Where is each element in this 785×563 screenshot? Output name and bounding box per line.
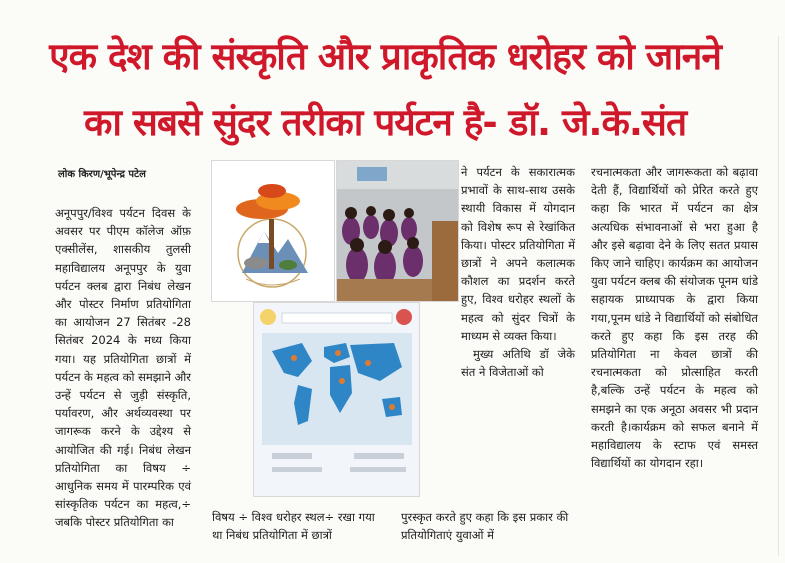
- logo-illustration: [212, 161, 334, 301]
- tourism-club-logo-image: [211, 160, 335, 302]
- headline-line-1: एक देश की संस्कृति और प्राकृतिक धरोहर को जानने: [49, 35, 721, 78]
- classroom-photo: [336, 160, 459, 302]
- world-heritage-poster-image: [253, 302, 420, 497]
- adjacent-article-edge: [778, 36, 785, 556]
- column-1-text: अनूपपुर/विश्व पर्यटन दिवस के अवसर पर पीएम कॉलेज ऑफ़ एक्सीलेंस, शासकीय तुलसी महाविद्यालय अनूपपुर के युवा पर्यटन क्लब द्वारा निबंध लेखन और पोस्टर निर्माण प्रतियोगिता का आयोजन 27 सितंबर -28 सितंबर 2024 के मध्य किया गया। यह प्रतियोगिता छात्रों में पर्यटन के महत्व को समझाने और उन्हें पर्यटन से जुड़ी संस्कृति, पर्यावरण, और अर्थव्यवस्था पर जागरूक करने के उद्देश्य से आयोजित की गई। निबंध लेखन प्रतियोगिता का विषय ÷ आधुनिक समय में पारम्परिक एवं सांस्कृतिक पर्यटन का महत्व,÷ जबकि पोस्टर प्रतियोगिता का: [55, 206, 191, 530]
- column-3-paragraph-1: ने पर्यटन के सकारात्मक प्रभावों के साथ-साथ उसके स्थायी विकास में योगदान को विशेष रूप से रेखांकित किया। पोस्टर प्रतियोगिता में छात्रों ने अपने कलात्मक कौशल का प्रदर्शन करते हुए, विश्व धरोहर स्थलों के महत्व को सुंदर चित्रों के माध्यम से व्यक्त किया।: [461, 165, 575, 343]
- classroom-illustration: [337, 161, 458, 301]
- column-3-bottom-text: पुरस्कृत करते हुए कहा कि इस प्रकार की प्रतियोगिताएं युवाओं में: [401, 510, 569, 543]
- column-2-bottom-text: विषय ÷ विश्व धरोहर स्थल÷ रखा गया था निबंध प्रतियोगिता में छात्रों: [212, 510, 375, 543]
- column-4-text: रचनात्मकता और जागरूकता को बढ़ावा देती हैं, विद्यार्थियों को प्रेरित करते हुए कहा कि भारत में पर्यटन का क्षेत्र अत्यधिक संभावनाओं से भरा हुआ है और इसे बढ़ावा देने के लिए सतत प्रयास किए जाने चाहिए। कार्यक्रम का आयोजन युवा पर्यटन क्लब की संयोजक पूनम धांडे सहायक प्राध्यापक के द्वारा किया गया,पूनम धांडे ने विद्यार्थियों को संबोधित करते हुए कहा कि इस तरह की प्रतियोगिता ना केवल छात्रों की रचनात्मकता को प्रोत्साहित करती है,बल्कि उन्हें पर्यटन के महत्व को समझने का एक अनूठा अवसर भी प्रदान करती है।कार्यक्रम को सफल बनाने में महाविद्यालय के स्टाफ एवं समस्त विद्यार्थियों का योगदान रहा।: [591, 165, 758, 471]
- byline: लोक किरण/भूपेन्द्र पटेल: [58, 169, 146, 180]
- world-map-poster: [254, 303, 419, 496]
- headline-line-2: का सबसे सुंदर तरीका पर्यटन है- डॉ. जे.के.संत: [83, 101, 687, 144]
- column-3-paragraph-2: मुख्य अतिथि डॉ जेके संत ने विजेताओं को: [461, 347, 575, 380]
- article-column-1: [55, 204, 191, 532]
- article-column-3: [461, 163, 575, 381]
- article-column-4: [591, 163, 758, 472]
